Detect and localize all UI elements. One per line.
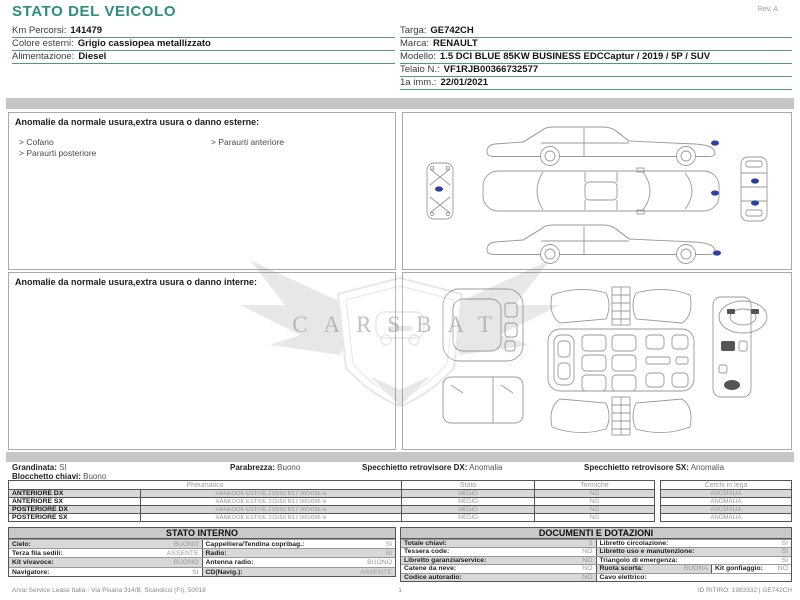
table-row: Catene da neve: NO Ruota scorta: BUONA Kit gonfiaggio: NO	[401, 564, 791, 572]
cerchi-row: ANOMALIA	[661, 514, 792, 522]
field-label: Marca:	[400, 38, 430, 49]
tire-row: ANTERIORE SX HANKOOK ESTIVE 215/60 R17 000/096 H MEDIO NO	[9, 498, 655, 506]
field-telaio	[400, 64, 792, 77]
table-row: Tessera code: NO Libretto uso e manutenzione: SI	[401, 547, 791, 555]
col-termiche: Termiche	[535, 481, 655, 490]
damage-marker	[711, 190, 719, 195]
field-colore-esterni	[12, 38, 395, 51]
tire-table	[8, 480, 655, 522]
field-label: Alimentazione:	[12, 51, 75, 62]
alloy-wheels-table	[660, 480, 792, 522]
dashboard-icon	[713, 297, 767, 397]
field-label: Telaio N.:	[400, 64, 440, 75]
car-interior-diagram	[403, 273, 791, 449]
field-label: Km Percorsi:	[12, 25, 67, 36]
field-km-percorsi	[12, 25, 395, 38]
field-targa	[400, 25, 792, 38]
condition-grandinata: Grandinata: SI	[12, 463, 67, 472]
field-marca	[400, 38, 792, 51]
field-label: 1a imm.:	[400, 77, 437, 88]
field-value: VF1RJB00366732577	[443, 64, 539, 75]
field-value: RENAULT	[433, 38, 478, 49]
section-divider-bar	[6, 98, 794, 109]
interior-anomalies-box	[8, 272, 396, 450]
anomaly-item: > Paraurti anteriore	[211, 137, 284, 147]
seats-diagram-icon	[548, 287, 694, 435]
documenti-title: DOCUMENTI E DOTAZIONI	[401, 528, 791, 539]
table-row: Kit vivavoce: BUONO Antenna radio: BUONO	[9, 557, 395, 566]
table-row: Codice autoradio: NO Cavo elettrico:	[401, 573, 791, 581]
condition-parabrezza: Parabrezza: Buono	[230, 463, 301, 472]
revision-label: Rev. A	[757, 6, 778, 13]
field-value: GE742CH	[430, 25, 474, 36]
footer-company-address: Arval Service Lease Italia - Via Pisana 314/B, Scandicci (FI), 50018	[12, 587, 206, 594]
col-stato: Stato	[402, 481, 535, 490]
condition-specchietto-sx: Specchietto retrovisore SX: Anomalia	[584, 463, 725, 472]
anomaly-item: > Paraurti posteriore	[19, 148, 97, 158]
interior-diagram-box	[402, 272, 792, 450]
exterior-anomalies-box	[8, 112, 396, 270]
exterior-anomalies-title: Anomalie da normale usura,extra usura o danno esterne:	[15, 117, 260, 127]
table-row: Totale chiavi: 2 Libretto circolazione: SI	[401, 539, 791, 547]
field-prima-immatricolazione	[400, 77, 792, 90]
field-value: Diesel	[78, 51, 107, 62]
field-value: 22/01/2021	[440, 77, 488, 88]
car-side-view-bottom-icon	[487, 225, 715, 264]
car-exterior-diagram	[403, 113, 791, 269]
damage-marker	[751, 178, 759, 183]
cerchi-row: ANOMALIA	[661, 506, 792, 514]
table-row: Cielo: BUONO Cappelliera/Tendina copribag.: SI	[9, 539, 395, 548]
car-rear-view-icon	[741, 157, 767, 221]
anomaly-item: > Cofano	[19, 137, 54, 147]
field-label: Modello:	[400, 51, 436, 62]
page-title: STATO DEL VEICOLO	[12, 3, 177, 20]
documenti-dotazioni-table	[400, 527, 792, 582]
tire-table-header	[9, 481, 655, 490]
watermark-text: CARSBAT	[292, 312, 508, 337]
tire-row: POSTERIORE SX HANKOOK ESTIVE 215/60 R17 000/096 H MEDIO NO	[9, 514, 655, 522]
condition-specchietto-dx: Specchietto retrovisore DX: Anomalia	[362, 463, 503, 472]
damage-marker	[713, 250, 721, 255]
cerchi-row: ANOMALIA	[661, 490, 792, 498]
col-cerchi: Cerchi in lega	[661, 481, 792, 490]
condition-blocchetto-chiavi: Blocchetto chiavi: Buono	[12, 472, 107, 481]
field-value: 1.5 DCI BLUE 85KW BUSINESS EDCCaptur / 2019 / 5P / SUV	[439, 51, 711, 62]
car-side-view-top-icon	[487, 127, 715, 166]
table-row: Libretto garanzia/service: NO Triangolo di emergenza: SI	[401, 556, 791, 564]
field-value: 141479	[70, 25, 103, 36]
col-pneumatico: Pneumatico	[9, 481, 402, 490]
section-divider-bar	[6, 452, 794, 462]
table-row: Navigatore: SI CD(Navig.): ASSENTE	[9, 567, 395, 576]
vehicle-summary-left	[12, 25, 395, 64]
tire-row: ANTERIORE DX HANKOOK ESTIVE 215/60 R17 000/096 H MEDIO NO	[9, 490, 655, 498]
damage-marker	[711, 140, 719, 145]
table-row: Terza fila sedili: ASSENTE Radio: SI	[9, 548, 395, 557]
field-label: Colore esterni:	[12, 38, 74, 49]
vehicle-summary-right	[400, 25, 792, 90]
page-number: 1	[398, 587, 402, 594]
exterior-diagram-box	[402, 112, 792, 270]
damage-marker	[435, 186, 443, 191]
trunk-view-icon	[443, 289, 523, 361]
cerchi-row: ANOMALIA	[661, 498, 792, 506]
exterior-anomaly-list-2	[211, 137, 284, 148]
interior-anomalies-title: Anomalie da normale usura,extra usura o danno interne:	[15, 277, 258, 287]
exterior-anomaly-list	[19, 137, 96, 159]
tire-row: POSTERIORE DX HANKOOK ESTIVE 215/60 R17 000/096 H MEDIO NO	[9, 506, 655, 514]
car-top-view-icon	[483, 168, 719, 214]
footer-id-ritiro: ID RITIRO: 1983332 | GE742CH	[697, 587, 792, 594]
field-value: Grigio cassiopea metallizzato	[77, 38, 211, 49]
field-alimentazione	[12, 51, 395, 64]
field-modello	[400, 51, 792, 64]
stato-interno-title: STATO INTERNO	[9, 528, 395, 539]
stato-interno-table	[8, 527, 396, 577]
parcel-shelf-icon	[443, 377, 523, 423]
damage-marker	[751, 200, 759, 205]
field-label: Targa:	[400, 25, 427, 36]
